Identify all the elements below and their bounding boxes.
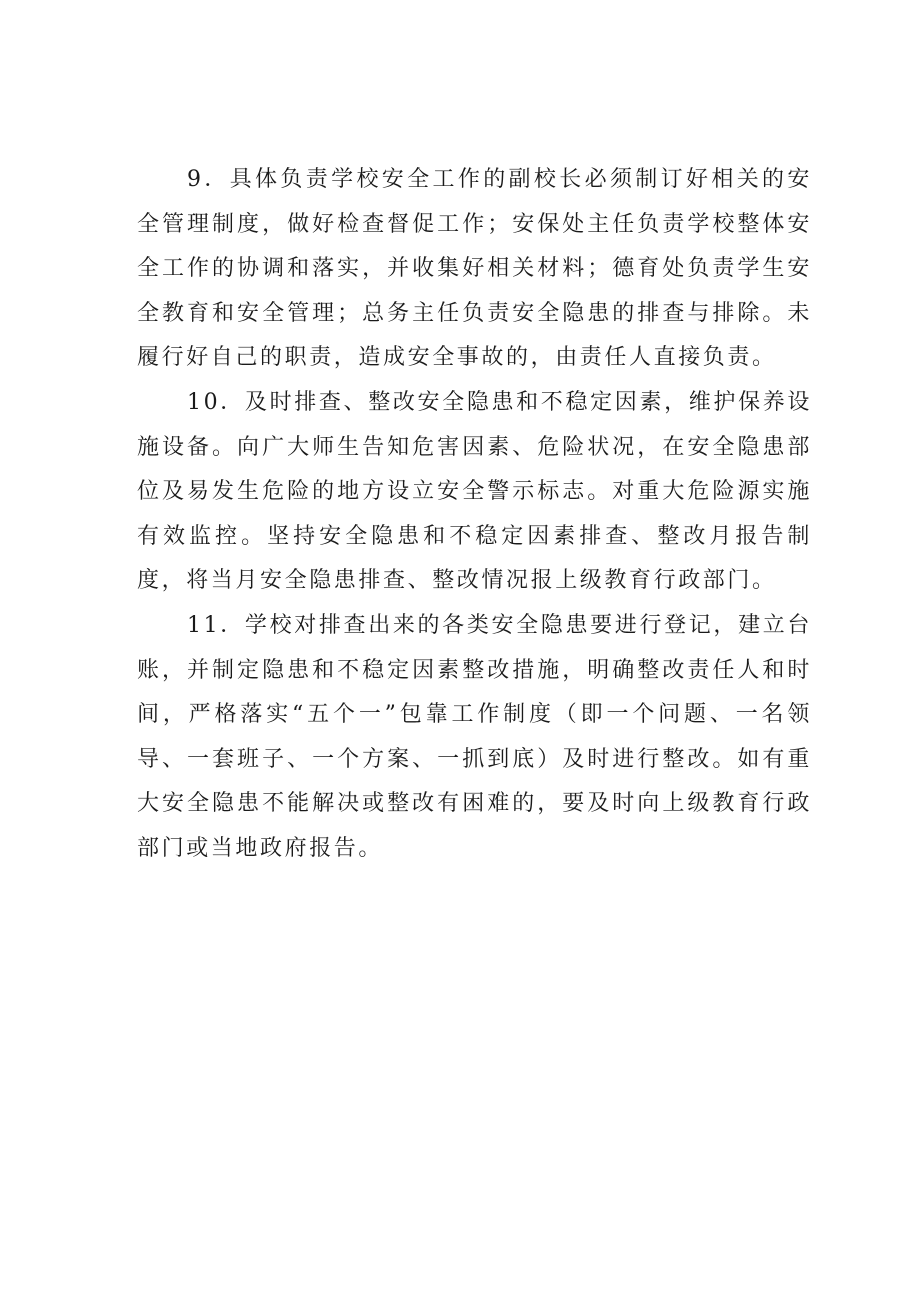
paragraph-11: 11．学校对排查出来的各类安全隐患要进行登记，建立台账，并制定隐患和不稳定因素整改措施，明确整改责任人和时间，严格落实“五个一”包靠工作制度（即一个问题、一名领导、一套班子、一个方案、一抓到底）及时进行整改。如有重大安全隐患不能解决或整改有困难的，要及时向上级教育行政部门或当地政府报告。: [137, 612, 812, 861]
paragraph-9: 9．具体负责学校安全工作的副校长必须制订好相关的安全管理制度，做好检查督促工作；安保处主任负责学校整体安全工作的协调和落实，并收集好相关材料；德育处负责学生安全教育和安全管理；总务主任负责安全隐患的排查与排除。未履行好自己的职责，造成安全事故的，由责任人直接负责。: [137, 167, 812, 371]
document-body: [137, 158, 812, 872]
paragraph-10: 10．及时排查、整改安全隐患和不稳定因素，维护保养设施设备。向广大师生告知危害因素、危险状况，在安全隐患部位及易发生危险的地方设立安全警示标志。对重大危险源实施有效监控。坚持安全隐患和不稳定因素排查、整改月报告制度，将当月安全隐患排查、整改情况报上级教育行政部门。: [137, 389, 812, 594]
